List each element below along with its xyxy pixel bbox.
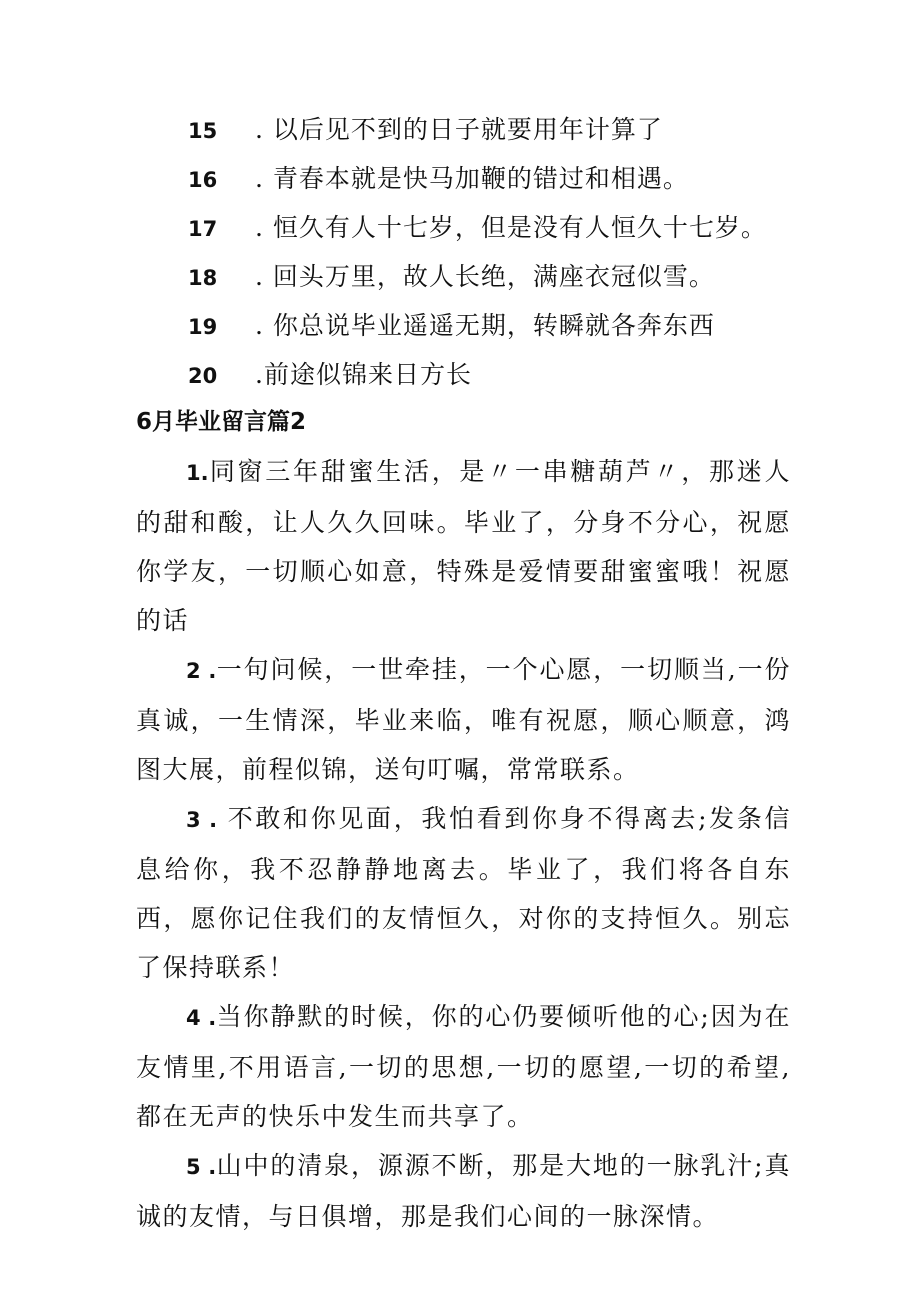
paragraph [136,447,791,645]
paragraph-text: 山中的清泉，源源不断，那是大地的一脉乳汁;真诚的友情，与日俱增，那是我们心间的一脉深情。 [136,1151,791,1231]
paragraph [136,1141,791,1241]
list-item-text: .前途似锦来日方长 [255,360,472,389]
list-item-text: . 你总说毕业遥遥无期，转瞬就各奔东西 [255,311,715,340]
list-item-number: 15 [188,119,218,143]
section-heading: 6月毕业留言篇2 [136,409,307,435]
paragraph [136,992,791,1141]
list-item-number: 18 [188,266,218,290]
paragraph-number: 4 . [186,1006,217,1030]
paragraph-number: 5 . [186,1155,217,1179]
list-item-number: 16 [188,168,218,192]
paragraph-text: 不敢和你见面，我怕看到你身不得离去;发条信息给你，我不忍静静地离去。毕业了，我们将各自东西，愿你记住我们的友情恒久，对你的支持恒久。别忘了保持联系！ [136,804,791,982]
list-item [0,105,920,154]
list-item-number: 17 [188,217,218,241]
list-item [0,154,920,203]
list-item-text: . 青春本就是快马加鞭的错过和相遇。 [255,164,689,193]
list-item [0,350,920,399]
list-item-text: . 恒久有人十七岁，但是没有人恒久十七岁。 [255,213,767,242]
list-item-number: 20 [188,364,218,388]
numbered-list [0,105,920,399]
paragraph [136,794,791,992]
paragraph-text: 当你静默的时候，你的心仍要倾听他的心;因为在友情里,不用语言,一切的思想,一切的愿望,一切的希望,都在无声的快乐中发生而共享了。 [136,1002,791,1131]
list-item [0,203,920,252]
list-item-text: . 回头万里，故人长绝，满座衣冠似雪。 [255,262,715,291]
paragraph-list [136,447,791,1241]
paragraph-number: 2 . [186,659,217,683]
paragraph [136,645,791,794]
paragraph-number: 3 . [186,808,218,832]
list-item [0,301,920,350]
list-item [0,252,920,301]
list-item-text: . 以后见不到的日子就要用年计算了 [255,115,663,144]
paragraph-text: 一句问候，一世牵挂，一个心愿，一切顺当,一份真诚，一生情深，毕业来临，唯有祝愿，顺心顺意，鸿图大展，前程似锦，送句叮嘱，常常联系。 [136,655,792,784]
paragraph-number: 1. [186,461,209,485]
paragraph-text: 同窗三年甜蜜生活，是〃一串糖葫芦〃，那迷人的甜和酸，让人久久回味。毕业了，分身不分心，祝愿你学友，一切顺心如意，特殊是爱情要甜蜜蜜哦！祝愿的话 [136,457,791,635]
list-item-number: 19 [188,315,218,339]
